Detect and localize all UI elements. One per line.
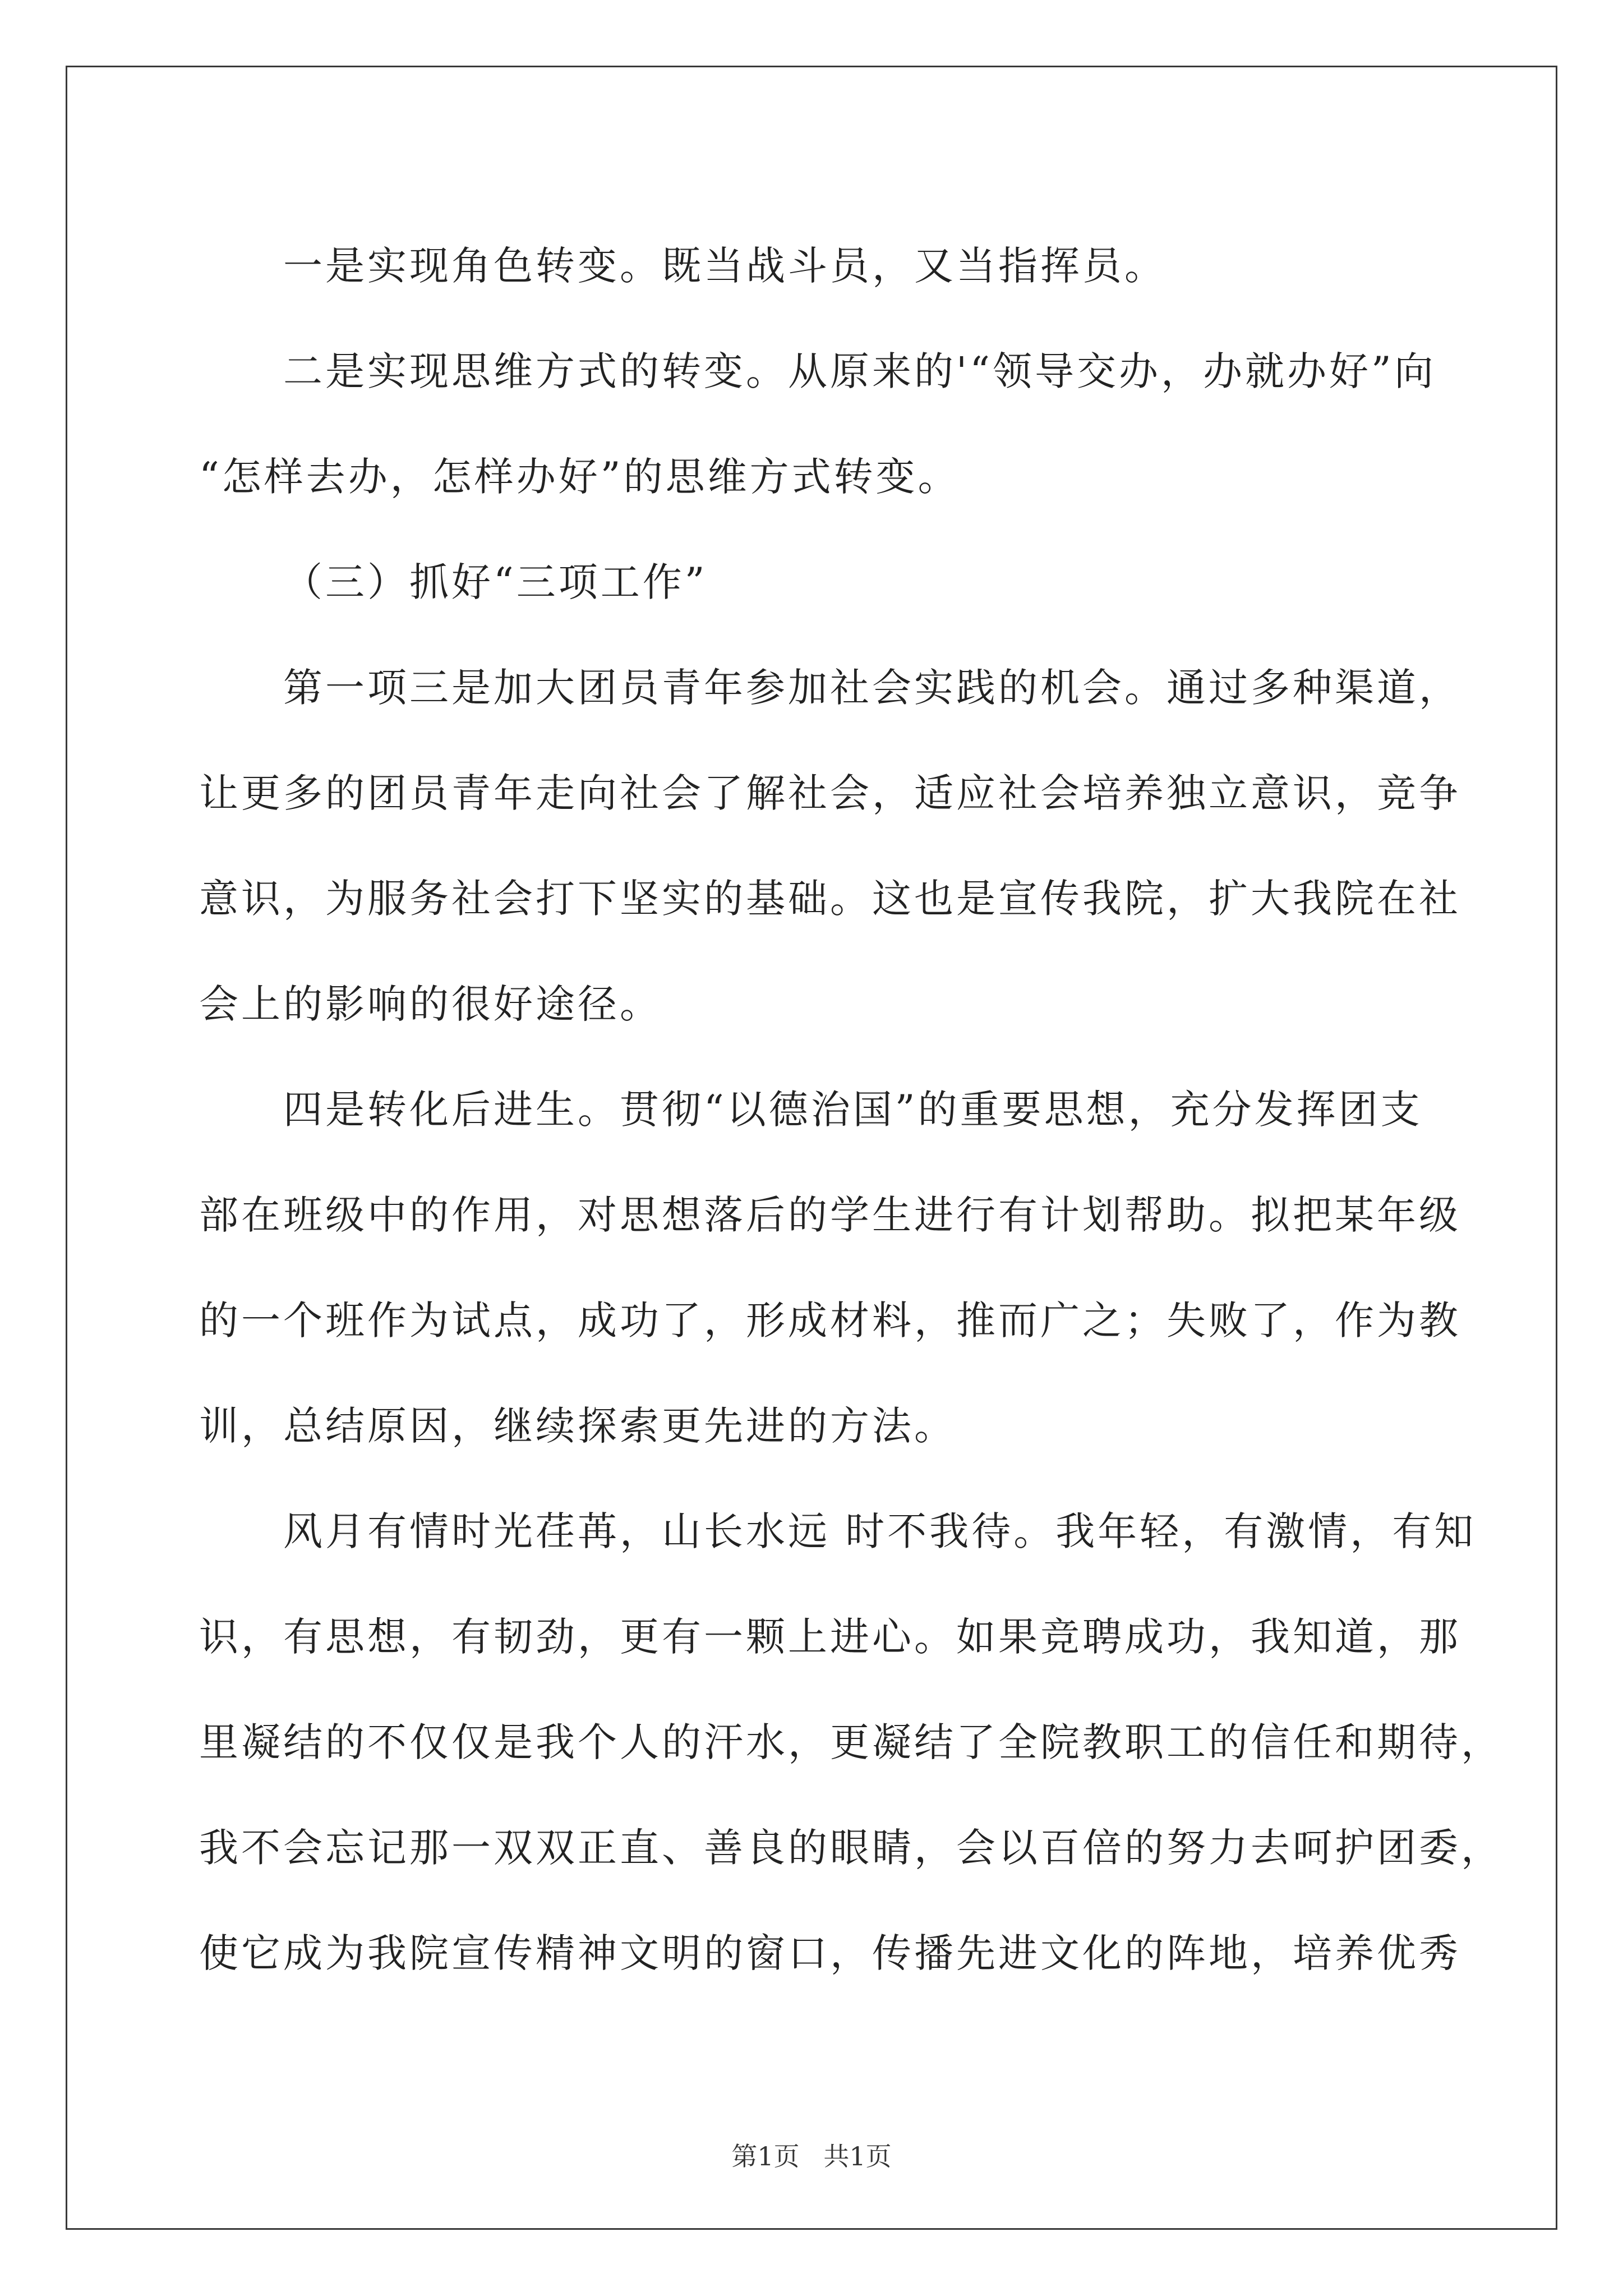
text-line: 二是实现思维方式的转变。从原来的'“领导交办，办就办好”向 — [283, 348, 1436, 394]
text-line: 风月有情时光荏苒，山长水远 时不我待。我年轻，有激情，有知 — [283, 1508, 1477, 1554]
paragraph-3 — [199, 635, 1461, 1057]
text-line: 意识，为服务社会打下坚实的基础。这也是宣传我院，扩大我院在社 — [199, 876, 1461, 922]
text-line: 我不会忘记那一双双正直、善良的眼睛，会以百倍的努力去呵护团委， — [199, 1825, 1503, 1871]
text-line: 的一个班作为试点，成功了，形成材料，推而广之；失败了，作为教 — [199, 1297, 1461, 1343]
page-total: 共1页 — [823, 2141, 892, 2171]
text-line: 识，有思想，有韧劲，更有一颗上进心。如果竞聘成功，我知道，那 — [199, 1614, 1461, 1660]
paragraph-4 — [199, 1057, 1461, 1479]
page-number: 第1页 — [731, 2141, 800, 2171]
text-line: “怎样去办，怎样办好”的思维方式转变。 — [199, 454, 960, 500]
text-line: 使它成为我院宣传精神文明的窗口，传播先进文化的阵地，培养优秀 — [199, 1930, 1461, 1976]
text-line: 部在班级中的作用，对思想落后的学生进行有计划帮助。拟把某年级 — [199, 1192, 1461, 1238]
text-line: 会上的影响的很好途径。 — [199, 981, 662, 1027]
text-line: 四是转化后进生。贯彻“以德治国”的重要思想，充分发挥团支 — [283, 1087, 1423, 1133]
paragraph-1 — [199, 213, 1433, 319]
text-line: 训，总结原因，继续探索更先进的方法。 — [199, 1403, 956, 1449]
paragraph-2 — [199, 319, 1436, 530]
text-line: （三）抓好“三项工作” — [283, 559, 708, 605]
text-line: 一是实现角色转变。既当战斗员，又当指挥员。 — [283, 243, 1166, 289]
page-footer — [0, 2136, 1623, 2173]
text-line: 第一项三是加大团员青年参加社会实践的机会。通过多种渠道， — [283, 665, 1461, 711]
section-heading — [199, 530, 1433, 635]
document-body — [199, 213, 1503, 2006]
text-line: 让更多的团员青年走向社会了解社会，适应社会培养独立意识，竞争 — [199, 770, 1461, 816]
text-line: 里凝结的不仅仅是我个人的汗水，更凝结了全院教职工的信任和期待， — [199, 1719, 1503, 1765]
paragraph-5 — [199, 1479, 1503, 2006]
